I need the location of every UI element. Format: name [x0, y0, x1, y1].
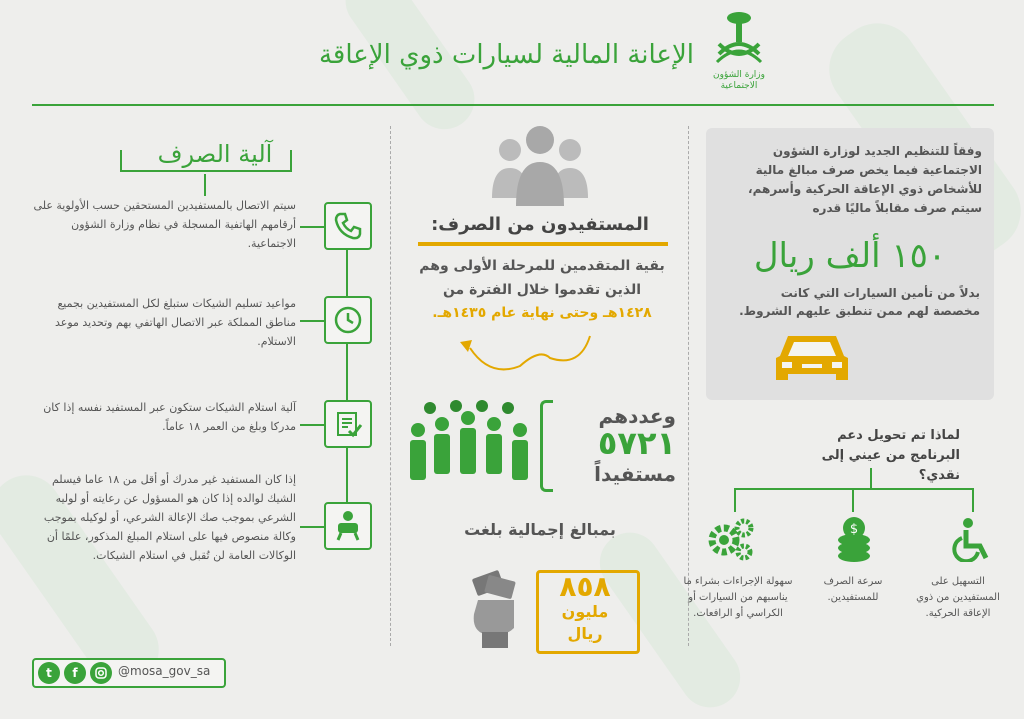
- car-icon: [772, 328, 852, 392]
- green-people-icon: [404, 400, 534, 490]
- intro-text: وفقاً للتنظيم الجديد لوزارة الشؤون الاجتماعية فيما يخص صرف مبالغ مالية للأشخاص ذوي الإعاقة الحركية وأسرهم، سيتم صرف مقابلاً ماليًا قدره: [748, 144, 982, 215]
- flow-line: [204, 174, 206, 196]
- beneficiaries-underline: [418, 242, 668, 246]
- svg-text:$: $: [849, 522, 859, 537]
- connector: [870, 468, 872, 488]
- total-label: بمبالغ إجمالية بلغت: [464, 520, 616, 539]
- step-text: سيتم الاتصال بالمستفيدين المستحقين حسب الأولوية على أرقامهم الهاتفية المسجلة في نظام وزارة الشؤون الاجتماعية.: [33, 199, 296, 250]
- step-text: آلية استلام الشيكات ستكون عبر المستفيد نفسه إذا كان مدركا وبلغ من العمر ١٨ عاماً.: [43, 401, 296, 433]
- emblem-icon: [709, 10, 769, 66]
- flow-line: [300, 424, 324, 426]
- connector: [734, 488, 736, 512]
- reason-text: التسهيل على المستفيدين من ذوي الإعاقة الحركية.: [916, 576, 1000, 619]
- amount-text: ١٥٠ ألف ريال: [753, 236, 947, 276]
- why-title: لماذا تم تحويل دعم البرنامج من عيني إلى نقدي؟: [821, 428, 960, 483]
- ministry-name: وزارة الشؤون الاجتماعية: [713, 70, 765, 91]
- curved-arrow: [450, 318, 610, 382]
- flow-line: [300, 320, 324, 322]
- flow-line: [346, 448, 348, 502]
- social-handle[interactable]: @mosa_gov_sa: [118, 664, 211, 678]
- facebook-icon[interactable]: f: [64, 662, 86, 684]
- flow-line: [346, 344, 348, 400]
- beneficiaries-title: المستفيدون من الصرف:: [431, 214, 649, 235]
- connector: [734, 488, 974, 490]
- gears-icon: [706, 518, 754, 566]
- reason-text: سهولة الإجراءات بشراء ما يناسبهم من السيارات أو الكراسي أو الرافعات.: [683, 576, 793, 619]
- connector: [852, 488, 854, 512]
- phone-icon: [324, 202, 372, 250]
- clock-icon: [324, 296, 372, 344]
- twitter-icon[interactable]: t: [38, 662, 60, 684]
- instagram-icon[interactable]: [90, 662, 112, 684]
- bracket: [540, 400, 553, 492]
- checklist-icon: [324, 400, 372, 448]
- reason-text: سرعة الصرف للمستفيدين.: [823, 576, 883, 603]
- people-group-icon: [480, 116, 600, 216]
- money-hand-icon: [464, 570, 528, 654]
- page-title: الإعانة المالية لسيارات ذوي الإعاقة: [318, 40, 694, 70]
- coins-icon: [834, 516, 874, 568]
- step-text: إذا كان المستفيد غير مدرك أو أقل من ١٨ عاما فيسلم الشيك لوالده إذا كان هو المسؤول عن رعايته أو لوليه الشرعي بموجب صك الإعالة الشرعي، أو لوكيله بموجب وكالة منصوص فيها على استلام المبلغ المذكور، علمًا أن الوكالات العامة لن تُقبل في استلام الشيكات.: [43, 473, 296, 562]
- count-unit: مستفيداً: [594, 462, 676, 486]
- flow-line: [300, 526, 324, 528]
- column-divider: [688, 126, 689, 646]
- flow-line: [346, 250, 348, 296]
- count-value: ٥٧٢١: [597, 424, 676, 462]
- bg-stripe: [334, 0, 486, 141]
- total-unit-riyal: ريال: [567, 624, 603, 643]
- flow-line: [300, 226, 324, 228]
- wheelchair-icon: [952, 518, 992, 566]
- total-unit-million: مليون: [561, 602, 609, 621]
- connector: [972, 488, 974, 512]
- beneficiaries-text: بقية المتقدمين للمرحلة الأولى وهم الذين تقدموا خلال الفترة من: [419, 258, 665, 298]
- title-bracket: [120, 150, 292, 172]
- header-divider: [32, 104, 994, 106]
- total-amount: ٨٥٨: [559, 570, 611, 603]
- period-text: ١٤٢٨هـ وحتى نهاية عام ١٤٣٥هـ.: [432, 305, 652, 321]
- count-label: وعددهم: [598, 404, 676, 428]
- child-icon: [324, 502, 372, 550]
- step-text: مواعيد تسليم الشيكات ستبلغ لكل المستفيدين بجميع مناطق المملكة عبر الاتصال الهاتفي بهم وتحديد موعد الاستلام.: [54, 297, 296, 348]
- column-divider: [390, 126, 391, 646]
- ministry-logo: [704, 10, 774, 100]
- disbursement-title: آلية الصرف: [157, 140, 273, 168]
- replace-text: بدلاً من تأمين السيارات التي كانت مخصصة لهم ممن تنطبق عليهم الشروط.: [739, 286, 980, 318]
